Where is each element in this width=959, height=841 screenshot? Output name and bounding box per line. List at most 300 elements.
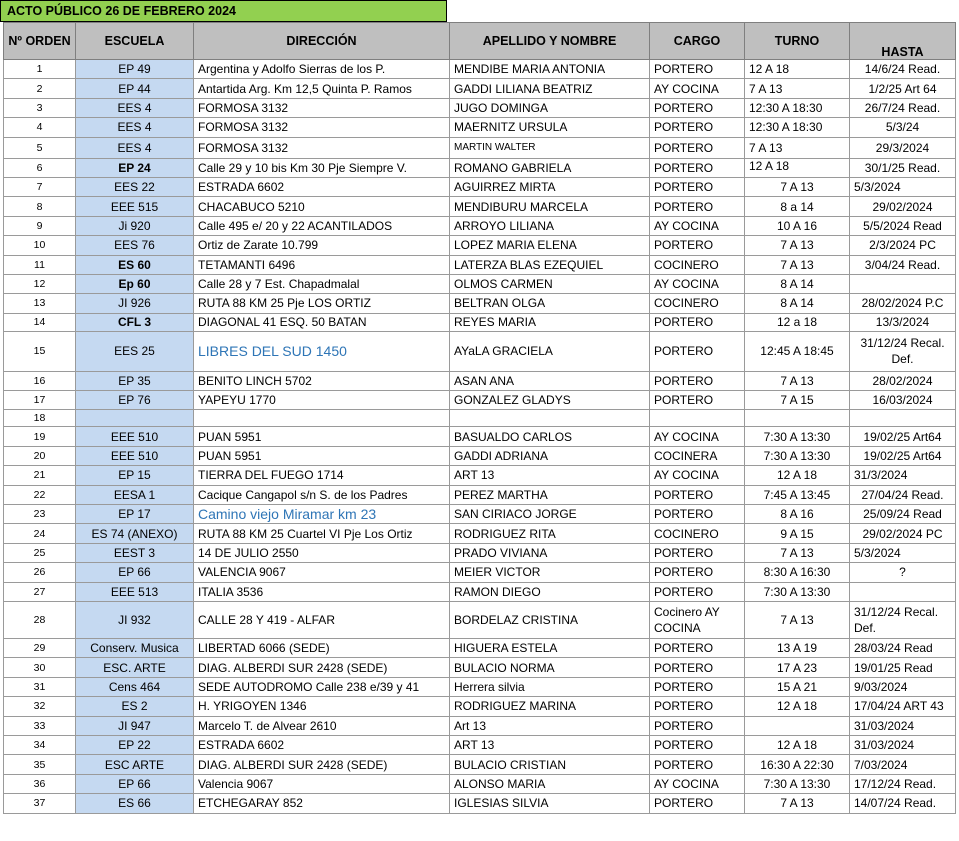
table-row [4, 216, 956, 235]
cell-hasta: 16/03/2024 [850, 391, 956, 410]
cell-turno: 7 A 13 [745, 543, 850, 562]
cell-direccion: Calle 28 y 7 Est. Chapadmalal [194, 274, 450, 293]
cell-orden: 23 [4, 505, 76, 524]
cell-escuela: ES 60 [76, 255, 194, 274]
cell-direccion: Marcelo T. de Alvear 2610 [194, 716, 450, 735]
cell-orden: 22 [4, 485, 76, 504]
cell-cargo: COCINERO [650, 294, 745, 313]
cell-orden: 35 [4, 755, 76, 774]
cell-turno: 7 A 13 [745, 236, 850, 255]
table-row [4, 427, 956, 446]
cell-hasta: 14/07/24 Read. [850, 794, 956, 813]
cell-escuela: Ji 920 [76, 216, 194, 235]
cell-orden: 34 [4, 735, 76, 754]
cell-turno: 16:30 A 22:30 [745, 755, 850, 774]
cell-nombre: LATERZA BLAS EZEQUIEL [450, 255, 650, 274]
cell-turno: 12 a 18 [745, 313, 850, 331]
table-row [4, 236, 956, 255]
cell-nombre: BULACIO NORMA [450, 658, 650, 677]
cell-orden: 26 [4, 563, 76, 582]
cell-hasta: 2/3/2024 PC [850, 236, 956, 255]
sheet-title: ACTO PÚBLICO 26 DE FEBRERO 2024 [0, 0, 447, 22]
cell-cargo: COCINERO [650, 255, 745, 274]
table-row [4, 485, 956, 504]
cell-turno: 7 A 13 [745, 371, 850, 390]
col-header-cargo: CARGO [650, 23, 745, 60]
cell-escuela: EEST 3 [76, 543, 194, 562]
table-row [4, 466, 956, 485]
cell-turno [745, 716, 850, 735]
cell-orden: 11 [4, 255, 76, 274]
cell-orden: 25 [4, 543, 76, 562]
cell-orden: 10 [4, 236, 76, 255]
cell-direccion: TETAMANTI 6496 [194, 255, 450, 274]
cell-hasta: 13/3/2024 [850, 313, 956, 331]
table-row [4, 638, 956, 657]
cell-turno: 8 a 14 [745, 197, 850, 216]
cell-cargo: PORTERO [650, 543, 745, 562]
cell-orden: 5 [4, 137, 76, 158]
cell-orden: 3 [4, 98, 76, 117]
cell-escuela: EES 4 [76, 98, 194, 117]
cell-direccion: PUAN 5951 [194, 446, 450, 465]
cell-turno: 8 A 14 [745, 274, 850, 293]
cell-hasta: 31/3/2024 [850, 466, 956, 485]
cell-escuela: CFL 3 [76, 313, 194, 331]
cell-escuela: JI 926 [76, 294, 194, 313]
cell-cargo: Cocinero AY COCINA [650, 601, 745, 638]
cell-direccion: H. YRIGOYEN 1346 [194, 697, 450, 716]
cell-escuela: JI 947 [76, 716, 194, 735]
cell-direccion: DIAGONAL 41 ESQ. 50 BATAN [194, 313, 450, 331]
cell-nombre: SAN CIRIACO JORGE [450, 505, 650, 524]
cell-cargo: AY COCINA [650, 774, 745, 793]
cell-cargo: PORTERO [650, 485, 745, 504]
cell-nombre: MAERNITZ URSULA [450, 118, 650, 137]
cell-nombre: RODRIGUEZ MARINA [450, 697, 650, 716]
cell-direccion: PUAN 5951 [194, 427, 450, 446]
cell-nombre: MENDIBURU MARCELA [450, 197, 650, 216]
cell-hasta [850, 274, 956, 293]
cell-nombre: ART 13 [450, 735, 650, 754]
cell-hasta: 28/03/24 Read [850, 638, 956, 657]
cell-orden: 12 [4, 274, 76, 293]
cell-hasta [850, 582, 956, 601]
table-row [4, 60, 956, 79]
cell-cargo: PORTERO [650, 563, 745, 582]
cell-direccion: YAPEYU 1770 [194, 391, 450, 410]
table-row [4, 697, 956, 716]
table-row [4, 505, 956, 524]
cell-escuela: Ep 60 [76, 274, 194, 293]
cell-cargo: PORTERO [650, 582, 745, 601]
cell-turno: 12:45 A 18:45 [745, 331, 850, 371]
cell-hasta: 14/6/24 Read. [850, 60, 956, 79]
table-row [4, 543, 956, 562]
col-header-turno: TURNO [745, 23, 850, 60]
cell-nombre: JUGO DOMINGA [450, 98, 650, 117]
cell-orden: 37 [4, 794, 76, 813]
cell-cargo: PORTERO [650, 331, 745, 371]
cell-escuela: EES 25 [76, 331, 194, 371]
table-row [4, 158, 956, 177]
cell-hasta: 19/02/25 Art64 [850, 446, 956, 465]
cell-turno: 12 A 18 [745, 735, 850, 754]
cell-nombre: AYaLA GRACIELA [450, 331, 650, 371]
table-row [4, 735, 956, 754]
cell-cargo: PORTERO [650, 137, 745, 158]
cell-direccion: ESTRADA 6602 [194, 177, 450, 196]
cell-orden: 20 [4, 446, 76, 465]
cell-turno: 13 A 19 [745, 638, 850, 657]
cell-nombre: ARROYO LILIANA [450, 216, 650, 235]
cell-cargo: PORTERO [650, 677, 745, 696]
table-row [4, 524, 956, 543]
table-row [4, 79, 956, 98]
cell-orden: 33 [4, 716, 76, 735]
cell-turno: 12 A 18 [745, 466, 850, 485]
cell-turno: 7:30 A 13:30 [745, 427, 850, 446]
cell-turno: 17 A 23 [745, 658, 850, 677]
cell-direccion: LIBERTAD 6066 (SEDE) [194, 638, 450, 657]
cell-escuela: Conserv. Musica [76, 638, 194, 657]
cell-escuela: EES 4 [76, 118, 194, 137]
cell-orden: 32 [4, 697, 76, 716]
cell-direccion: SEDE AUTODROMO Calle 238 e/39 y 41 [194, 677, 450, 696]
cell-cargo: PORTERO [650, 371, 745, 390]
cell-escuela: EP 24 [76, 158, 194, 177]
cell-cargo: PORTERO [650, 313, 745, 331]
cell-hasta: 19/01/25 Read [850, 658, 956, 677]
table-row [4, 331, 956, 371]
cell-orden: 28 [4, 601, 76, 638]
cell-cargo: PORTERO [650, 177, 745, 196]
cell-hasta: 5/3/2024 [850, 177, 956, 196]
cell-direccion: Antartida Arg. Km 12,5 Quinta P. Ramos [194, 79, 450, 98]
cell-escuela: EESA 1 [76, 485, 194, 504]
col-header-escuela: ESCUELA [76, 23, 194, 60]
cell-hasta: 25/09/24 Read [850, 505, 956, 524]
table-row [4, 794, 956, 813]
cell-hasta [850, 410, 956, 427]
cell-turno: 8 A 14 [745, 294, 850, 313]
cell-cargo: AY COCINA [650, 466, 745, 485]
cell-direccion: 14 DE JULIO 2550 [194, 543, 450, 562]
cell-turno [745, 410, 850, 427]
cell-direccion: Ortiz de Zarate 10.799 [194, 236, 450, 255]
cell-turno: 7:45 A 13:45 [745, 485, 850, 504]
cell-orden: 6 [4, 158, 76, 177]
cell-nombre: RODRIGUEZ RITA [450, 524, 650, 543]
table-row [4, 446, 956, 465]
cell-hasta: 19/02/25 Art64 [850, 427, 956, 446]
cell-hasta: 28/02/2024 P.C [850, 294, 956, 313]
cell-escuela: EEE 510 [76, 446, 194, 465]
col-header-hasta: HASTA [850, 23, 956, 60]
cell-cargo: AY COCINA [650, 274, 745, 293]
cell-hasta: 29/02/2024 [850, 197, 956, 216]
cell-cargo: COCINERA [650, 446, 745, 465]
cell-orden: 21 [4, 466, 76, 485]
cell-direccion: Cacique Cangapol s/n S. de los Padres [194, 485, 450, 504]
cell-orden: 15 [4, 331, 76, 371]
table-row [4, 197, 956, 216]
table-row [4, 716, 956, 735]
cell-escuela: EP 22 [76, 735, 194, 754]
cell-hasta: 27/04/24 Read. [850, 485, 956, 504]
cell-turno: 12:30 A 18:30 [745, 118, 850, 137]
cell-orden: 1 [4, 60, 76, 79]
cell-nombre: MENDIBE MARIA ANTONIA [450, 60, 650, 79]
cell-escuela: EP 49 [76, 60, 194, 79]
cell-turno: 9 A 15 [745, 524, 850, 543]
cell-turno: 12 A 18 [745, 60, 850, 79]
cell-direccion: FORMOSA 3132 [194, 118, 450, 137]
cell-nombre: BASUALDO CARLOS [450, 427, 650, 446]
cell-escuela: EP 66 [76, 563, 194, 582]
cell-nombre: PRADO VIVIANA [450, 543, 650, 562]
cell-hasta: 31/12/24 Recal. Def. [850, 331, 956, 371]
cell-cargo: PORTERO [650, 60, 745, 79]
cell-nombre: BORDELAZ CRISTINA [450, 601, 650, 638]
table-row [4, 658, 956, 677]
table-row [4, 177, 956, 196]
cell-direccion: DIAG. ALBERDI SUR 2428 (SEDE) [194, 755, 450, 774]
table-row [4, 118, 956, 137]
cell-hasta: 29/3/2024 [850, 137, 956, 158]
cell-nombre: ALONSO MARIA [450, 774, 650, 793]
cell-nombre: ART 13 [450, 466, 650, 485]
cell-hasta: 3/04/24 Read. [850, 255, 956, 274]
cell-direccion: Argentina y Adolfo Sierras de los P. [194, 60, 450, 79]
cell-cargo: PORTERO [650, 98, 745, 117]
cell-hasta: 17/04/24 ART 43 [850, 697, 956, 716]
cell-escuela: ESC. ARTE [76, 658, 194, 677]
table-row [4, 563, 956, 582]
cell-nombre: GADDI ADRIANA [450, 446, 650, 465]
cell-nombre: BELTRAN OLGA [450, 294, 650, 313]
cell-turno: 7:30 A 13:30 [745, 582, 850, 601]
cell-escuela: EEE 510 [76, 427, 194, 446]
col-header-orden: Nº ORDEN [4, 23, 76, 60]
cell-escuela [76, 410, 194, 427]
cell-orden: 31 [4, 677, 76, 696]
cell-cargo: PORTERO [650, 735, 745, 754]
cell-direccion: CALLE 28 Y 419 - ALFAR [194, 601, 450, 638]
cell-orden: 24 [4, 524, 76, 543]
cell-hasta: 31/12/24 Recal. Def. [850, 601, 956, 638]
table-row [4, 410, 956, 427]
table-row [4, 137, 956, 158]
cell-turno: 12:30 A 18:30 [745, 98, 850, 117]
cell-cargo: PORTERO [650, 697, 745, 716]
cell-nombre: IGLESIAS SILVIA [450, 794, 650, 813]
cell-turno: 12 A 18 [745, 158, 850, 177]
cell-turno: 7 A 13 [745, 137, 850, 158]
cell-hasta: 7/03/2024 [850, 755, 956, 774]
cell-cargo [650, 410, 745, 427]
cell-hasta: ? [850, 563, 956, 582]
cell-escuela: EP 35 [76, 371, 194, 390]
cell-direccion: DIAG. ALBERDI SUR 2428 (SEDE) [194, 658, 450, 677]
cell-cargo: PORTERO [650, 755, 745, 774]
assignments-table [3, 22, 956, 814]
cell-orden: 29 [4, 638, 76, 657]
cell-hasta: 31/03/2024 [850, 716, 956, 735]
cell-direccion: Camino viejo Miramar km 23 [194, 505, 450, 524]
cell-hasta: 28/02/2024 [850, 371, 956, 390]
cell-nombre: LOPEZ MARIA ELENA [450, 236, 650, 255]
cell-direccion: ETCHEGARAY 852 [194, 794, 450, 813]
table-row [4, 774, 956, 793]
cell-turno: 8:30 A 16:30 [745, 563, 850, 582]
cell-cargo: AY COCINA [650, 216, 745, 235]
cell-direccion: RUTA 88 KM 25 Cuartel VI Pje Los Ortiz [194, 524, 450, 543]
cell-orden: 19 [4, 427, 76, 446]
cell-escuela: EES 22 [76, 177, 194, 196]
cell-orden: 14 [4, 313, 76, 331]
cell-turno: 7 A 13 [745, 794, 850, 813]
cell-orden: 8 [4, 197, 76, 216]
cell-nombre: ASAN ANA [450, 371, 650, 390]
cell-direccion: Calle 29 y 10 bis Km 30 Pje Siempre V. [194, 158, 450, 177]
cell-cargo: PORTERO [650, 794, 745, 813]
cell-escuela: ES 74 (ANEXO) [76, 524, 194, 543]
cell-hasta: 29/02/2024 PC [850, 524, 956, 543]
cell-escuela: EP 15 [76, 466, 194, 485]
header-row [4, 23, 956, 60]
cell-hasta: 5/3/2024 [850, 543, 956, 562]
cell-nombre: GONZALEZ GLADYS [450, 391, 650, 410]
cell-hasta: 5/5/2024 Read [850, 216, 956, 235]
cell-orden: 18 [4, 410, 76, 427]
cell-escuela: EES 4 [76, 137, 194, 158]
cell-nombre: REYES MARIA [450, 313, 650, 331]
cell-hasta: 17/12/24 Read. [850, 774, 956, 793]
table-row [4, 755, 956, 774]
table-row [4, 677, 956, 696]
table-row [4, 274, 956, 293]
cell-cargo: PORTERO [650, 505, 745, 524]
cell-hasta: 5/3/24 [850, 118, 956, 137]
cell-escuela: JI 932 [76, 601, 194, 638]
cell-cargo: PORTERO [650, 197, 745, 216]
cell-turno: 15 A 21 [745, 677, 850, 696]
cell-turno: 7:30 A 13:30 [745, 774, 850, 793]
table-body [4, 60, 956, 814]
cell-hasta: 1/2/25 Art 64 [850, 79, 956, 98]
cell-direccion: CHACABUCO 5210 [194, 197, 450, 216]
cell-turno: 8 A 16 [745, 505, 850, 524]
cell-turno: 12 A 18 [745, 697, 850, 716]
cell-orden: 7 [4, 177, 76, 196]
cell-turno: 7 A 13 [745, 601, 850, 638]
cell-direccion: FORMOSA 3132 [194, 98, 450, 117]
cell-hasta: 9/03/2024 [850, 677, 956, 696]
cell-hasta: 26/7/24 Read. [850, 98, 956, 117]
col-header-direccion: DIRECCIÓN [194, 23, 450, 60]
cell-escuela: EEE 515 [76, 197, 194, 216]
cell-direccion: ITALIA 3536 [194, 582, 450, 601]
cell-escuela: EP 76 [76, 391, 194, 410]
cell-turno: 7 A 13 [745, 177, 850, 196]
cell-direccion: TIERRA DEL FUEGO 1714 [194, 466, 450, 485]
cell-direccion: VALENCIA 9067 [194, 563, 450, 582]
cell-turno: 7 A 13 [745, 255, 850, 274]
cell-nombre: AGUIRREZ MIRTA [450, 177, 650, 196]
cell-escuela: ES 2 [76, 697, 194, 716]
cell-cargo: AY COCINA [650, 79, 745, 98]
cell-escuela: EP 17 [76, 505, 194, 524]
cell-escuela: ESC ARTE [76, 755, 194, 774]
table-row [4, 255, 956, 274]
cell-turno: 7 A 13 [745, 79, 850, 98]
cell-nombre: RAMON DIEGO [450, 582, 650, 601]
cell-direccion: Valencia 9067 [194, 774, 450, 793]
cell-nombre: MEIER VICTOR [450, 563, 650, 582]
cell-direccion: RUTA 88 KM 25 Pje LOS ORTIZ [194, 294, 450, 313]
cell-orden: 4 [4, 118, 76, 137]
cell-escuela: EEE 513 [76, 582, 194, 601]
cell-orden: 13 [4, 294, 76, 313]
cell-nombre [450, 410, 650, 427]
cell-hasta: 31/03/2024 [850, 735, 956, 754]
cell-escuela: Cens 464 [76, 677, 194, 696]
cell-nombre: Art 13 [450, 716, 650, 735]
cell-cargo: AY COCINA [650, 427, 745, 446]
cell-hasta: 30/1/25 Read. [850, 158, 956, 177]
cell-cargo: PORTERO [650, 658, 745, 677]
cell-escuela: ES 66 [76, 794, 194, 813]
cell-nombre: OLMOS CARMEN [450, 274, 650, 293]
cell-nombre: ROMANO GABRIELA [450, 158, 650, 177]
cell-escuela: EP 66 [76, 774, 194, 793]
cell-orden: 2 [4, 79, 76, 98]
cell-nombre: BULACIO CRISTIAN [450, 755, 650, 774]
cell-direccion: FORMOSA 3132 [194, 137, 450, 158]
cell-direccion: ESTRADA 6602 [194, 735, 450, 754]
cell-orden: 9 [4, 216, 76, 235]
cell-turno: 10 A 16 [745, 216, 850, 235]
cell-turno: 7:30 A 13:30 [745, 446, 850, 465]
table-row [4, 582, 956, 601]
cell-cargo: PORTERO [650, 118, 745, 137]
table-row [4, 371, 956, 390]
col-header-nombre: APELLIDO Y NOMBRE [450, 23, 650, 60]
table-row [4, 313, 956, 331]
cell-escuela: EP 44 [76, 79, 194, 98]
cell-orden: 16 [4, 371, 76, 390]
cell-cargo: PORTERO [650, 638, 745, 657]
cell-turno: 7 A 15 [745, 391, 850, 410]
cell-orden: 30 [4, 658, 76, 677]
cell-nombre: HIGUERA ESTELA [450, 638, 650, 657]
cell-direccion: BENITO LINCH 5702 [194, 371, 450, 390]
cell-orden: 36 [4, 774, 76, 793]
cell-cargo: PORTERO [650, 236, 745, 255]
table-row [4, 98, 956, 117]
cell-nombre: PEREZ MARTHA [450, 485, 650, 504]
cell-direccion [194, 410, 450, 427]
cell-direccion: Calle 495 e/ 20 y 22 ACANTILADOS [194, 216, 450, 235]
cell-direccion: LIBRES DEL SUD 1450 [194, 331, 450, 371]
cell-nombre: Herrera silvia [450, 677, 650, 696]
table-row [4, 294, 956, 313]
cell-cargo: PORTERO [650, 391, 745, 410]
table-row [4, 391, 956, 410]
cell-orden: 27 [4, 582, 76, 601]
cell-orden: 17 [4, 391, 76, 410]
